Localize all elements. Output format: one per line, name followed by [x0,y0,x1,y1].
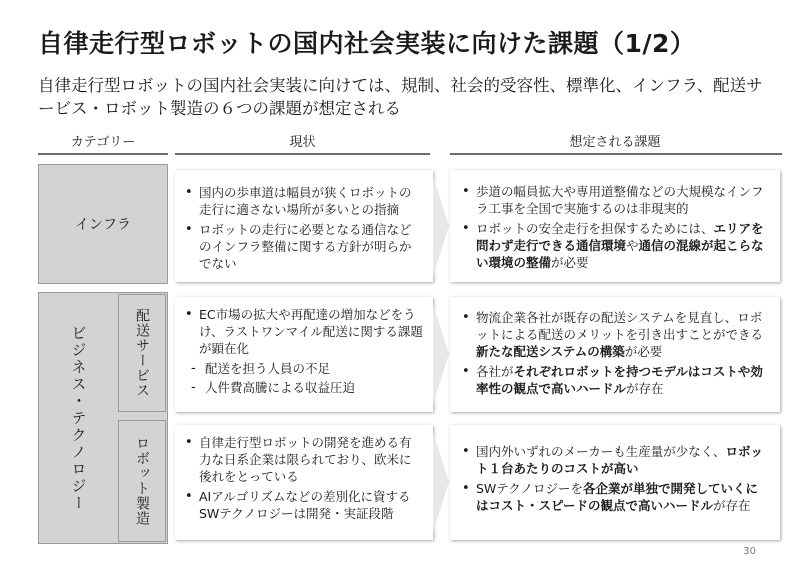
delivery-issue-item: • 各社がそれぞれロボットを持つモデルはコストや効率性の観点で高いハードルが存在 [460,363,770,397]
category-business-technology-label: ビジネス・テクノロジー [69,324,88,512]
manufacturing-current-item: • 自律走行型ロボットの開発を進める有力な日系企業は限られており、欧米に後れをとっている [183,434,423,485]
header-issues: 想定される課題 [569,135,661,150]
category-manufacturing-label: ロボット製造 [134,436,150,526]
category-delivery-label: 配送サービス [134,308,150,398]
delivery-issues-cell [450,297,780,412]
infra-issue-item: • 歩道の幅員拡大や専用道整備などの大規模なインフラ工事を全国で実施するのは非現実的 [460,183,770,217]
infra-issues-cell [450,170,780,282]
arrow-manufacturing [433,432,449,532]
category-delivery [118,294,166,412]
manufacturing-issue-item: • SWテクノロジーを各企業が単独で開発していくにはコスト・スピードの観点で高いハードルが存在 [460,480,770,514]
manufacturing-current-item: • AIアルゴリズムなどの差別化に資するSWテクノロジーは開発・実証段階 [183,488,423,522]
header-underline-category [38,153,168,155]
delivery-current-subitem: - 人件費高騰による収益圧迫 [183,379,423,396]
infra-current-item: • 国内の歩車道は幅員が狭くロボットの走行に適さない場所が多いとの指摘 [183,184,423,218]
infra-current-item: • ロボットの走行に必要となる通信などのインフラ整備に関する方針が明らかでない [183,221,423,272]
delivery-current-cell [175,297,433,412]
header-category: カテゴリー [70,135,136,150]
manufacturing-issue-item: • 国内外いずれのメーカーも生産量が少なく、ロボット１台あたりのコストが高い [460,443,770,477]
page-subtitle: 自律走行型ロボットの国内社会実装に向けては、規制、社会的受容性、標準化、インフラ、配送サービス・ロボット製造の６つの課題が想定される [38,76,763,118]
header-underline-issues [450,153,782,155]
delivery-current-subitem: - 配送を担う人員の不足 [183,360,423,377]
arrow-delivery [433,304,449,404]
infra-current-cell [175,170,433,282]
page-title: 自律走行型ロボットの国内社会実装に向けた課題（1/2） [38,29,696,58]
delivery-issue-item: • 物流企業各社が既存の配送システムを見直し、ロボットによる配送のメリットを引き出すことができる新たな配送システムの構築が必要 [460,309,770,360]
header-current: 現状 [289,135,316,150]
category-infra [38,164,168,284]
header-underline-current [175,153,430,155]
delivery-current-item: • EC市場の拡大や再配達の増加などをうけ、ラストワンマイル配送に関する課題が顕在化 [183,306,423,357]
manufacturing-issues-cell [450,425,780,540]
category-manufacturing [118,420,166,542]
manufacturing-current-cell [175,425,433,540]
category-infra-label: インフラ [75,217,131,233]
arrow-infra [433,176,449,276]
page-number: 30 [743,546,756,557]
infra-issue-item: • ロボットの安全走行を担保するためには、エリアを問わず走行できる通信環境や通信の混線が起こらない環境の整備が必要 [460,220,770,271]
